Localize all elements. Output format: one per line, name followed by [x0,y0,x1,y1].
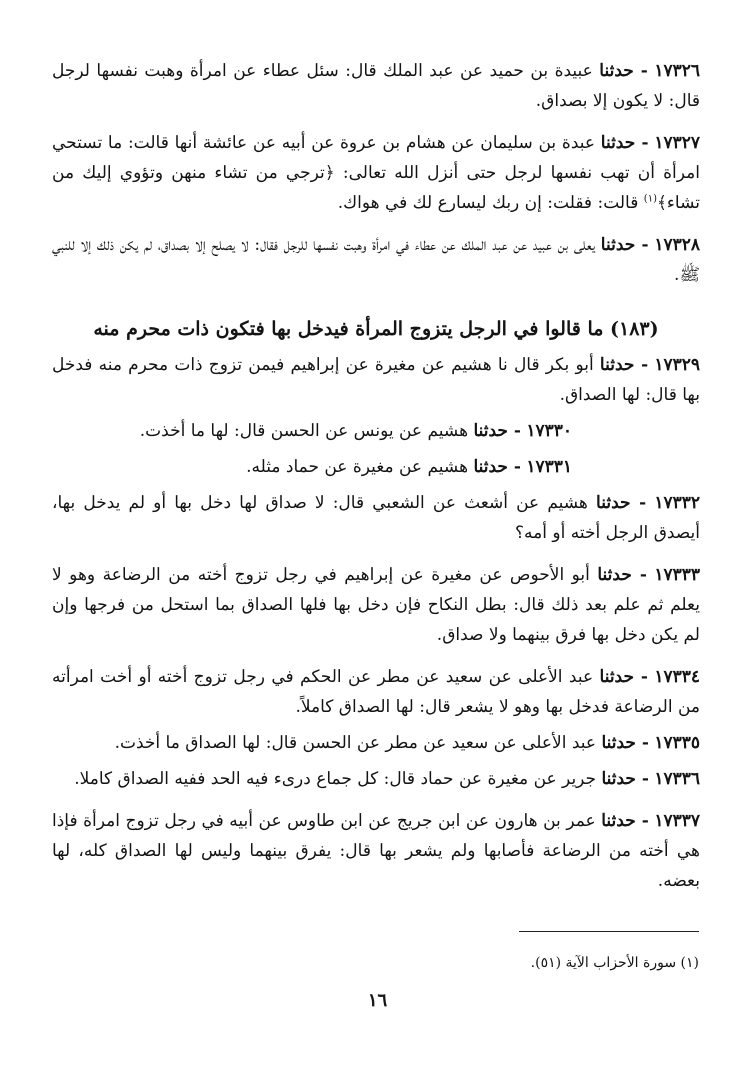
hadith-intro: حدثنا [599,61,634,81]
hadith-text: عبيدة بن حميد عن عبد الملك قال: سئل عطاء عن امرأة وهبت نفسها لرجل قال: لا يكون إلا بصداق. [52,61,700,111]
hadith-number: ١٧٣٢٧ [654,133,700,153]
hadith-text: هشيم عن مغيرة عن حماد مثله. [246,457,469,477]
hadith-number: ١٧٣٣٣ [654,565,701,585]
footnote-divider [519,931,699,932]
hadith-text: هشيم عن يونس عن الحسن قال: لها ما أخذت. [139,421,469,441]
hadith-text: عبد الأعلى عن سعيد عن مطر عن الحكم في رجل تزوج أخته أو أخت امرأته من الرضاعة فدخل بها وهو لا يشعر قال: لها الصداق كاملاً. [52,667,700,717]
hadith-intro: حدثنا [600,235,636,255]
hadith-text: عبد الأعلى عن سعيد عن مطر عن الحسن قال: لها الصداق ما أخذت. [114,733,597,753]
hadith-entry: ١٧٣٣٣ - حدثنا أبو الأحوص عن مغيرة عن إبراهيم في رجل تزوج أخته من الرضاعة وهو لا يعلم ثم علم بعد ذلك قال: بطل النكاح فإن دخل بها فلها الصداق بما استحل من فرجها وإن لم يكن دخل بها فرق بينهما ولا صداق. [52,565,701,645]
hadith-number: ١٧٣٢٨ [654,235,701,255]
hadith-entry: ١٧٣٣١ - حدثنا هشيم عن مغيرة عن حماد مثله. [246,457,572,477]
hadith-text: يعلى بن عبيد عن عبد الملك عن عطاء في امرأة وهبت نفسها للرجل فقال: لا يصلح إلا بصداق، لم يكن ذلك إلا للنبي ﷺ. [52,235,700,285]
hadith-entry: ١٧٣٣٦ - حدثنا جرير عن مغيرة عن حماد قال: كل جماع درىء فيه الحد ففيه الصداق كاملا. [74,769,700,789]
hadith-text: عمر بن هارون عن ابن جريج عن ابن طاوس عن أبيه في رجل تزوج امرأة فإذا هي أخته من الرضاعة فأصابها ولم يشعر بها قال: يفرق بينهما وليس لها الصداق كله، لها بعضه. [52,811,700,891]
hadith-number: ١٧٣٢٩ [654,355,700,375]
hadith-entry: ١٧٣٢٨ - حدثنا يعلى بن عبيد عن عبد الملك عن عطاء في امرأة وهبت نفسها للرجل فقال: لا يصلح إلا بصداق، لم يكن ذلك إلا للنبي ﷺ. [52,235,701,285]
hadith-intro: حدثنا [601,811,636,831]
hadith-intro: حدثنا [596,493,631,513]
hadith-entry: ١٧٣٢٩ - حدثنا أبو بكر قال نا هشيم عن مغيرة عن إبراهيم فيمن تزوج ذات محرم منه فدخل بها قال: لها الصداق. [52,355,700,405]
document-body [52,56,700,908]
hadith-intro: حدثنا [473,421,508,441]
hadith-entry: ١٧٣٣٥ - حدثنا عبد الأعلى عن سعيد عن مطر عن الحسن قال: لها الصداق ما أخذت. [114,733,700,753]
footnote: (١) سورة الأحزاب الآية (٥١). [530,955,699,971]
hadith-number: ١٧٣٣٦ [654,769,700,789]
hadith-text: هشيم عن أشعث عن الشعبي قال: لا صداق لها دخل بها أو لم يدخل بها، أيصدق الرجل أخته أو أمه؟ [52,493,700,543]
page-number: ١٦ [367,990,388,1011]
hadith-entry: ١٧٣٣٤ - حدثنا عبد الأعلى عن سعيد عن مطر عن الحكم في رجل تزوج أخته أو أخت امرأته من الرضاعة فدخل بها وهو لا يشعر قال: لها الصداق كاملاً. [52,667,701,717]
hadith-intro: حدثنا [599,355,635,375]
hadith-entry: ١٧٣٢٦ - حدثنا عبيدة بن حميد عن عبد الملك قال: سئل عطاء عن امرأة وهبت نفسها لرجل قال: لا يكون إلا بصداق. [52,61,700,111]
hadith-number: ١٧٣٣٢ [654,493,701,513]
hadith-entry: ١٧٣٣٧ - حدثنا عمر بن هارون عن ابن جريج عن ابن طاوس عن أبيه في رجل تزوج امرأة فإذا هي أخته من الرضاعة فأصابها ولم يشعر بها قال: يفرق بينهما وليس لها الصداق كله، لها بعضه. [52,811,701,891]
hadith-number: ١٧٣٣٤ [654,667,701,687]
hadith-intro: حدثنا [600,133,636,153]
hadith-entry: ١٧٣٣٢ - حدثنا هشيم عن أشعث عن الشعبي قال: لا صداق لها دخل بها أو لم يدخل بها، أيصدق الرجل أخته أو أمه؟ [52,493,701,543]
hadith-intro: حدثنا [473,457,508,477]
hadith-intro: حدثنا [599,667,634,687]
hadith-number: ١٧٣٢٦ [654,61,700,81]
hadith-text: أبو الأحوص عن مغيرة عن إبراهيم في رجل تزوج أخته من الرضاعة وهو لا يعلم ثم علم بعد ذلك قال: بطل النكاح فإن دخل بها فلها الصداق بما استحل من فرجها وإن لم يكن دخل بها فرق بينهما ولا صداق. [52,565,700,645]
footnote-reference: (١) [643,193,657,205]
hadith-entry: ١٧٣٢٧ - حدثنا عبدة بن سليمان عن هشام بن عروة عن أبيه عن عائشة أنها قالت: ما تستحي امرأة أن تهب نفسها لرجل حتى أنزل الله تعالى: ﴿ترجي من تشاء منهن وتؤوي إليك من تشاء﴾$^{(١)}$ قالت: فقلت: إن ربك ليسارع لك في هواك. [52,133,700,213]
hadith-number: ١٧٣٣٥ [654,733,700,753]
hadith-intro: حدثنا [597,565,632,585]
hadith-intro: حدثنا [601,733,636,753]
hadith-number: ١٧٣٣٧ [654,811,701,831]
hadith-number: ١٧٣٣٠ [526,421,572,441]
hadith-text: جرير عن مغيرة عن حماد قال: كل جماع درىء فيه الحد ففيه الصداق كاملا. [74,769,597,789]
hadith-entry: ١٧٣٣٠ - حدثنا هشيم عن يونس عن الحسن قال: لها ما أخذت. [139,421,572,441]
section-heading: (١٨٣) ما قالوا في الرجل يتزوج المرأة فيدخل بها فتكون ذات محرم منه [93,318,659,340]
hadith-number: ١٧٣٣١ [526,457,572,477]
hadith-text-continued: قالت: فقلت: إن ربك ليسارع لك في هواك. [337,193,644,213]
hadith-text: عبدة بن سليمان عن هشام بن عروة عن أبيه عن عائشة أنها قالت: ما تستحي امرأة أن تهب نفسها لرجل حتى أنزل الله تعالى: ﴿ترجي من تشاء منهن وتؤوي إليك من تشاء﴾ [52,133,700,213]
hadith-intro: حدثنا [601,769,636,789]
hadith-text: أبو بكر قال نا هشيم عن مغيرة عن إبراهيم فيمن تزوج ذات محرم منه فدخل بها قال: لها الصداق. [52,355,700,405]
